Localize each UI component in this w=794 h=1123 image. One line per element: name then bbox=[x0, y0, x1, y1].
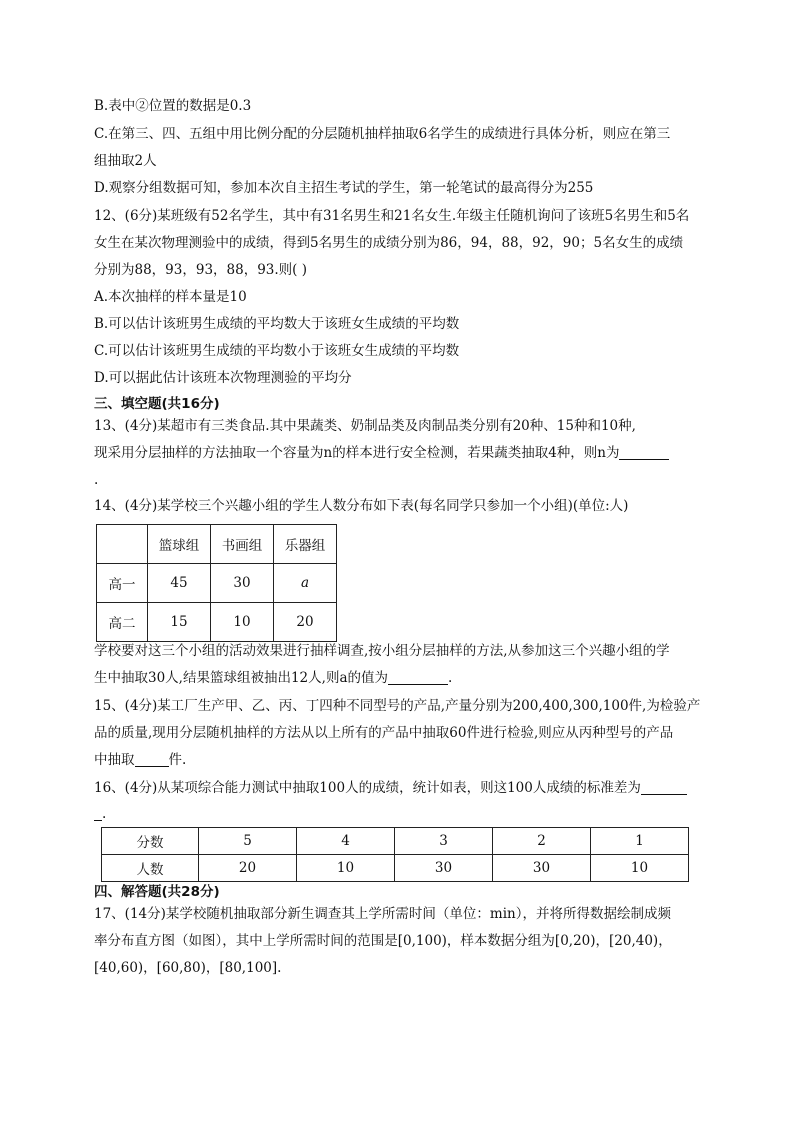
q14-line-2: 学校要对这三个小组的活动效果进行抽样调查,按小组分层抽样的方法,从参加这三个兴趣小组的学 bbox=[94, 643, 670, 659]
table-cell: 分数 bbox=[102, 828, 199, 855]
q15-line-1: 15、(4分)某工厂生产甲、乙、丙、丁四种不同型号的产品,产量分别为200,400,300,100件,为检验产 bbox=[94, 698, 701, 714]
table-cell: 高二 bbox=[97, 603, 148, 642]
option-c-line-1: C.在第三、四、五组中用比例分配的分层随机抽样抽取6名学生的成绩进行具体分析，则应在第三 bbox=[94, 126, 671, 142]
q12-option-a: A.本次抽样的样本量是10 bbox=[94, 289, 247, 305]
q15-line-3 bbox=[94, 750, 186, 770]
q16-table bbox=[101, 827, 689, 882]
table-cell: 2 bbox=[493, 828, 591, 855]
q13-line-2 bbox=[94, 443, 669, 463]
q14-line-1: 14、(4分)某学校三个兴趣小组的学生人数分布如下表(每名同学只参加一个小组)(单位:人) bbox=[94, 498, 629, 514]
table-cell: 人数 bbox=[102, 855, 199, 882]
table-cell: 乐器组 bbox=[274, 525, 337, 564]
table-cell: a bbox=[274, 564, 337, 603]
table-cell: 15 bbox=[148, 603, 211, 642]
q17-line-2: 率分布直方图（如图），其中上学所需时间的范围是[0,100)，样本数据分组为[0,20)，[20,40)， bbox=[94, 933, 672, 949]
q16-text: 16、(4分)从某项综合能力测试中抽取100人的成绩，统计如表，则这100人成绩的标准差为 bbox=[94, 780, 641, 796]
q15-end: 件. bbox=[168, 752, 187, 768]
option-b-line: B.表中②位置的数据是0.3 bbox=[94, 98, 252, 114]
table-cell: 45 bbox=[148, 564, 211, 603]
table-row bbox=[102, 855, 689, 882]
table-cell: 4 bbox=[297, 828, 395, 855]
table-cell: 30 bbox=[395, 855, 493, 882]
q15-text: 中抽取 bbox=[94, 752, 135, 768]
q14-table bbox=[96, 524, 337, 642]
option-c-line-2: 组抽取2人 bbox=[94, 153, 157, 169]
q12-line-3: 分别为88，93，93，88，93.则( ) bbox=[94, 262, 308, 278]
table-row bbox=[97, 525, 337, 564]
q16-period: . bbox=[102, 806, 107, 822]
table-cell: 1 bbox=[591, 828, 689, 855]
table-cell bbox=[97, 525, 148, 564]
q17-line-1: 17、(14分)某学校随机抽取部分新生调查其上学所需时间（单位：min），并将所得数据绘制成频 bbox=[94, 906, 671, 922]
q12-option-c: C.可以估计该班男生成绩的平均数小于该班女生成绩的平均数 bbox=[94, 343, 460, 359]
q12-option-b: B.可以估计该班男生成绩的平均数大于该班女生成绩的平均数 bbox=[94, 316, 460, 332]
table-cell: 20 bbox=[274, 603, 337, 642]
q14-line-3 bbox=[94, 668, 452, 688]
q16-line-1 bbox=[94, 778, 687, 798]
q12-option-d: D.可以据此估计该班本次物理测验的平均分 bbox=[94, 370, 352, 386]
q13-line-3: . bbox=[94, 472, 99, 488]
q15-line-2: 品的质量,现用分层随机抽样的方法从以上所有的产品中抽取60件进行检验,则应从丙种型号的产品 bbox=[94, 725, 674, 741]
table-cell: 10 bbox=[297, 855, 395, 882]
table-cell: 篮球组 bbox=[148, 525, 211, 564]
table-cell: 20 bbox=[199, 855, 297, 882]
table-cell: 30 bbox=[493, 855, 591, 882]
q16-answer-blank-continued bbox=[94, 805, 102, 821]
q16-line-2 bbox=[94, 804, 106, 824]
q13-answer-blank[interactable] bbox=[619, 444, 669, 460]
q12-line-2: 女生在某次物理测验中的成绩，得到5名男生的成绩分别为86，94，88，92，90；5名女生的成绩 bbox=[94, 235, 684, 251]
table-row bbox=[97, 564, 337, 603]
table-cell: 高一 bbox=[97, 564, 148, 603]
table-cell: 书画组 bbox=[211, 525, 274, 564]
q13-line-1: 13、(4分)某超市有三类食品.其中果蔬类、奶制品类及肉制品类分别有20种、15种和10种, bbox=[94, 418, 636, 434]
q12-line-1: 12、(6分)某班级有52名学生，其中有31名男生和21名女生.年级主任随机询问了该班5名男生和5名 bbox=[94, 208, 690, 224]
table-cell: 10 bbox=[591, 855, 689, 882]
q17-line-3: [40,60)，[60,80)，[80,100]. bbox=[94, 960, 282, 976]
q15-answer-blank[interactable] bbox=[135, 751, 169, 767]
table-cell: 10 bbox=[211, 603, 274, 642]
section-fill-in-heading: 三、填空题(共16分) bbox=[94, 396, 220, 412]
table-cell: 3 bbox=[395, 828, 493, 855]
option-d-line: D.观察分组数据可知，参加本次自主招生考试的学生，第一轮笔试的最高得分为255 bbox=[94, 180, 594, 196]
table-row bbox=[97, 603, 337, 642]
table-cell: 30 bbox=[211, 564, 274, 603]
q14-text: 生中抽取30人,结果篮球组被抽出12人,则a的值为 bbox=[94, 670, 388, 686]
q13-text: 现采用分层抽样的方法抽取一个容量为n的样本进行安全检测，若果蔬类抽取4种，则n为 bbox=[94, 445, 620, 461]
q14-answer-blank[interactable] bbox=[388, 669, 448, 685]
table-cell: 5 bbox=[199, 828, 297, 855]
section-answer-heading: 四、解答题(共28分) bbox=[94, 884, 220, 900]
table-row bbox=[102, 828, 689, 855]
q16-answer-blank[interactable] bbox=[641, 779, 687, 795]
q14-period: . bbox=[448, 670, 453, 686]
